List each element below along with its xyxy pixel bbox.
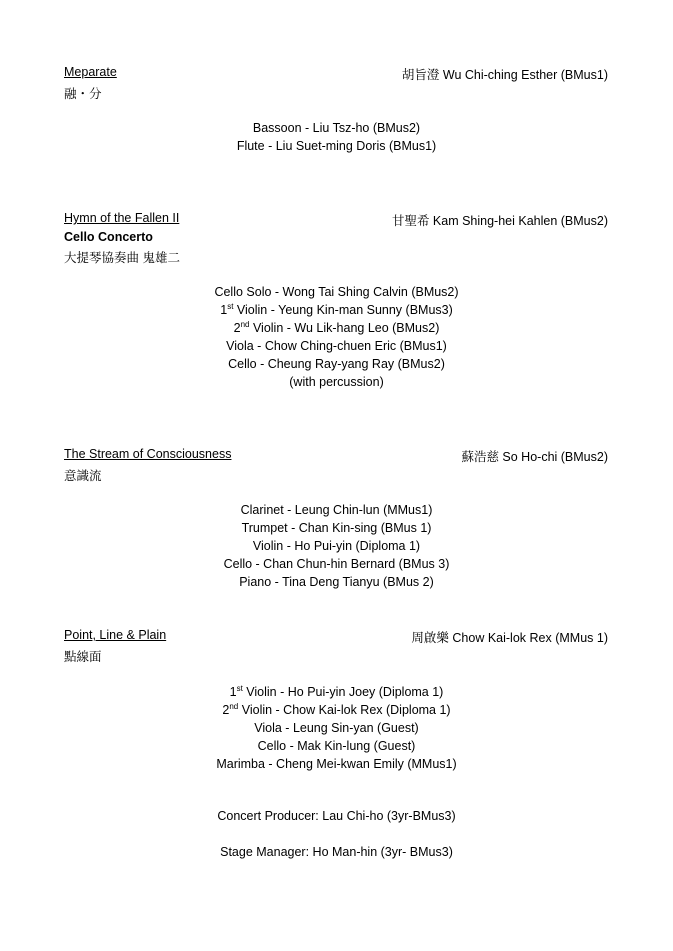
performer-text: Violin - Wu Lik-hang Leo (BMus2) <box>249 321 440 335</box>
performer-line: Clarinet - Leung Chin-lun (MMus1) <box>240 503 433 517</box>
performer-line <box>0 301 673 319</box>
performer-line: (with percussion) <box>289 375 384 389</box>
ordinal-number: 2 <box>222 703 230 717</box>
composer-name: 甘聖希 Kam Shing-hei Kahlen (BMus2) <box>391 214 608 228</box>
performer-line <box>0 683 673 701</box>
piece-subtitle: 融・分 <box>64 87 102 101</box>
piece-title: Point, Line & Plain <box>64 628 167 642</box>
performer-line: Piano - Tina Deng Tianyu (BMus 2) <box>239 575 434 589</box>
performer-line: Flute - Liu Suet-ming Doris (BMus1) <box>236 139 437 153</box>
performer-line: Viola - Leung Sin-yan (Guest) <box>254 721 419 735</box>
composer-name: 蘇浩慈 So Ho-chi (BMus2) <box>461 450 608 464</box>
piece-subtitle: 點線面 <box>64 650 102 664</box>
composer-name: 周啟樂 Chow Kai-lok Rex (MMus 1) <box>411 631 608 645</box>
performer-list <box>0 683 673 773</box>
ordinal-number: 2 <box>233 321 241 335</box>
performer-text: Violin - Chow Kai-lok Rex (Diploma 1) <box>238 703 451 717</box>
composer-name: 胡旨澄 Wu Chi-ching Esther (BMus1) <box>401 68 608 82</box>
performer-line: Cello - Chan Chun-hin Bernard (BMus 3) <box>223 557 450 571</box>
performer-line: Bassoon - Liu Tsz-ho (BMus2) <box>252 121 421 135</box>
ordinal-suffix: nd <box>229 702 239 711</box>
piece-title: Meparate <box>64 65 117 79</box>
piece-title: The Stream of Consciousness <box>64 447 232 461</box>
performer-line: Trumpet - Chan Kin-sing (BMus 1) <box>241 521 432 535</box>
stage-manager: Stage Manager: Ho Man-hin (3yr- BMus3) <box>220 845 453 859</box>
performer-line: Violin - Ho Pui-yin (Diploma 1) <box>252 539 421 553</box>
ordinal-suffix: st <box>236 684 243 693</box>
ordinal-number: 1 <box>229 685 237 699</box>
performer-line <box>0 319 673 337</box>
performer-list <box>0 283 673 391</box>
piece-title: Hymn of the Fallen II <box>64 211 180 225</box>
performer-text: Violin - Yeung Kin-man Sunny (BMus3) <box>233 303 453 317</box>
piece-subtitle: 大提琴協奏曲 鬼雄二 <box>64 251 180 265</box>
ordinal-suffix: nd <box>240 320 250 329</box>
performer-list <box>0 119 673 155</box>
performer-line: Cello - Mak Kin-lung (Guest) <box>257 739 416 753</box>
performer-list <box>0 501 673 591</box>
ordinal-suffix: st <box>227 302 234 311</box>
performer-line: Marimba - Cheng Mei-kwan Emily (MMus1) <box>216 757 457 771</box>
ordinal-number: 1 <box>220 303 228 317</box>
performer-line: Cello Solo - Wong Tai Shing Calvin (BMus2) <box>214 285 459 299</box>
performer-line: Viola - Chow Ching-chuen Eric (BMus1) <box>226 339 447 353</box>
performer-line: Cello - Cheung Ray-yang Ray (BMus2) <box>228 357 445 371</box>
piece-subtitle: 意識流 <box>64 469 102 483</box>
performer-text: Violin - Ho Pui-yin Joey (Diploma 1) <box>242 685 444 699</box>
concert-producer: Concert Producer: Lau Chi-ho (3yr-BMus3) <box>217 809 456 823</box>
performer-line <box>0 701 673 719</box>
piece-subtitle: Cello Concerto <box>64 230 153 244</box>
